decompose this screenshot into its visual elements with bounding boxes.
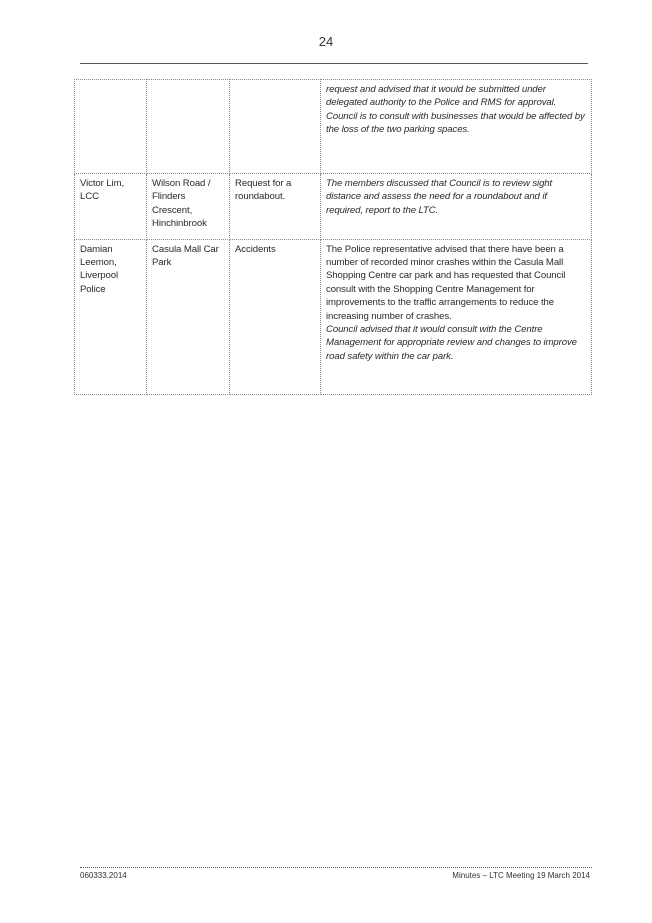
discussion-text: The members discussed that Council is to review sight distance and assess the need for a roundabout and if required, report to the LTC.	[326, 178, 553, 216]
footer-document-id: 060333.2014	[80, 871, 127, 880]
footer-rule	[80, 867, 592, 868]
cell-name	[75, 80, 147, 174]
table-row	[75, 174, 592, 240]
discussion-text: request and advised that it would be submitted under delegated authority to the Police and RMS for approval.	[326, 84, 557, 109]
table-row	[75, 80, 592, 174]
cell-location	[147, 80, 230, 174]
discussion-text: Council is to consult with businesses that would be affected by the loss of the two parking spaces.	[326, 110, 585, 136]
cell-name: Victor Lim, LCC	[75, 174, 147, 240]
header-rule	[80, 63, 588, 64]
footer-meeting-title: Minutes – LTC Meeting 19 March 2014	[452, 871, 590, 880]
cell-discussion	[321, 239, 592, 394]
discussion-text: Council advised that it would consult with the Centre Management for appropriate review and changes to improve road safety within the car park.	[326, 324, 577, 362]
cell-issue	[230, 80, 321, 174]
cell-name: Damian Leemon, Liverpool Police	[75, 239, 147, 394]
cell-discussion	[321, 80, 592, 174]
minutes-table	[74, 79, 592, 395]
table-row	[75, 239, 592, 394]
cell-location: Casula Mall Car Park	[147, 239, 230, 394]
cell-location: Wilson Road / Flinders Crescent, Hinchinbrook	[147, 174, 230, 240]
cell-issue: Request for a roundabout.	[230, 174, 321, 240]
cell-discussion	[321, 174, 592, 240]
page-number: 24	[318, 34, 334, 49]
cell-issue: Accidents	[230, 239, 321, 394]
discussion-text: The Police representative advised that there have been a number of recorded minor crashes within the Casula Mall Shopping Centre car park and has requested that Council consult with the Shopping Centre Management for improvements to the traffic arrangements to reduce the increasing number of crashes.	[326, 243, 566, 322]
